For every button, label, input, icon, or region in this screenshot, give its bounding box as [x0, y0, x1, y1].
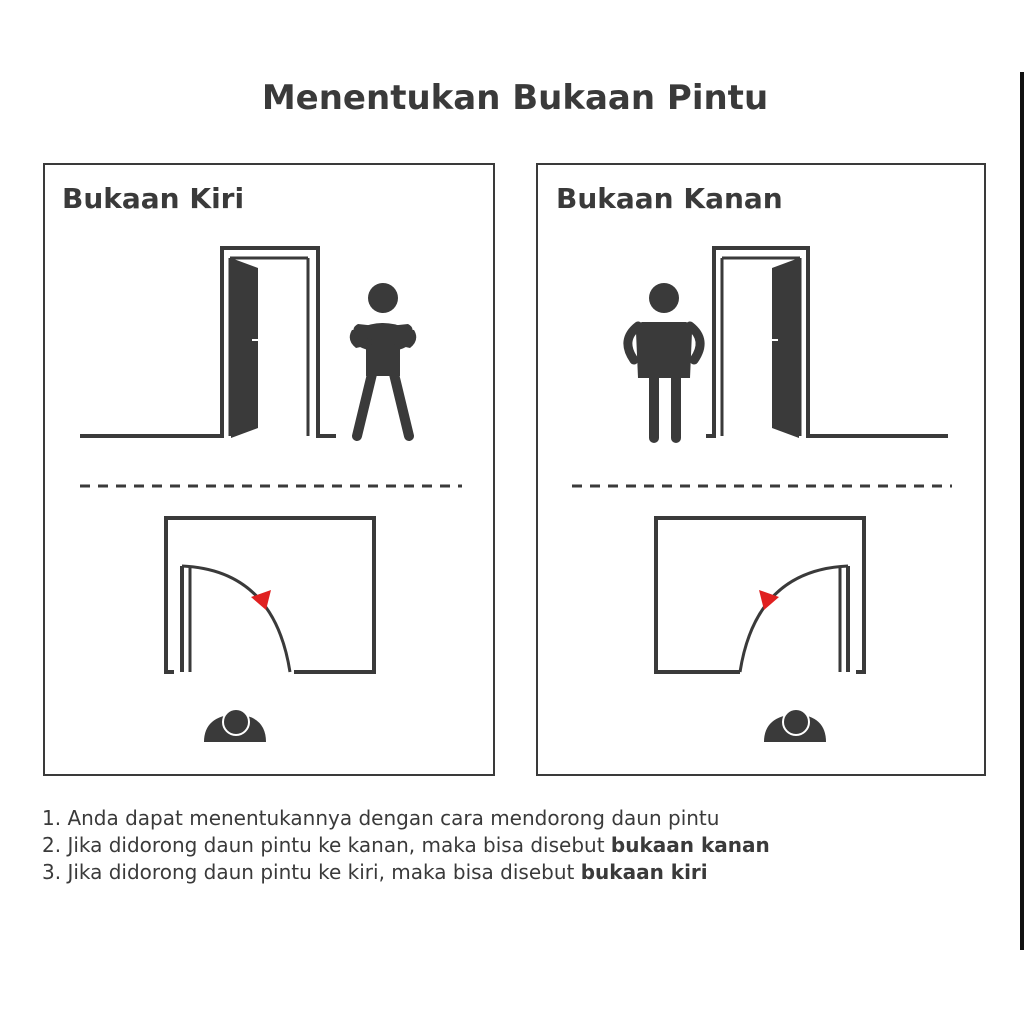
- note-1-text: 1. Anda dapat menentukannya dengan cara mendorong daun pintu: [42, 806, 720, 830]
- right-door-front-view: [706, 248, 948, 438]
- left-person-icon: [350, 283, 417, 436]
- left-topview-person-icon: [204, 709, 266, 742]
- right-door-plan-view: [656, 518, 864, 672]
- note-3-bold: bukaan kiri: [580, 860, 708, 884]
- note-2-bold: bukaan kanan: [610, 833, 770, 857]
- note-item-3: [42, 859, 942, 886]
- note-item-2: [42, 832, 942, 859]
- left-door-leaf: [231, 258, 258, 438]
- note-2-text: 2. Jika didorong daun pintu ke kanan, maka bisa disebut: [42, 833, 611, 857]
- left-panel-label: Bukaan Kiri: [62, 182, 245, 215]
- left-door-front-view: [80, 248, 336, 438]
- right-panel-frame: [537, 164, 985, 775]
- right-panel-label: Bukaan Kanan: [556, 182, 783, 215]
- page-title: Menentukan Bukaan Pintu: [261, 78, 769, 118]
- right-edge-border: [1020, 72, 1024, 950]
- note-3-text: 3. Jika didorong daun pintu ke kiri, maka bisa disebut: [42, 860, 581, 884]
- left-door-plan-view: [166, 518, 374, 672]
- right-door-leaf: [772, 258, 799, 438]
- note-item-1: [42, 805, 942, 832]
- notes-list: [42, 805, 942, 886]
- right-person-icon: [628, 283, 700, 438]
- right-topview-person-icon: [764, 709, 826, 742]
- left-panel-frame: [44, 164, 494, 775]
